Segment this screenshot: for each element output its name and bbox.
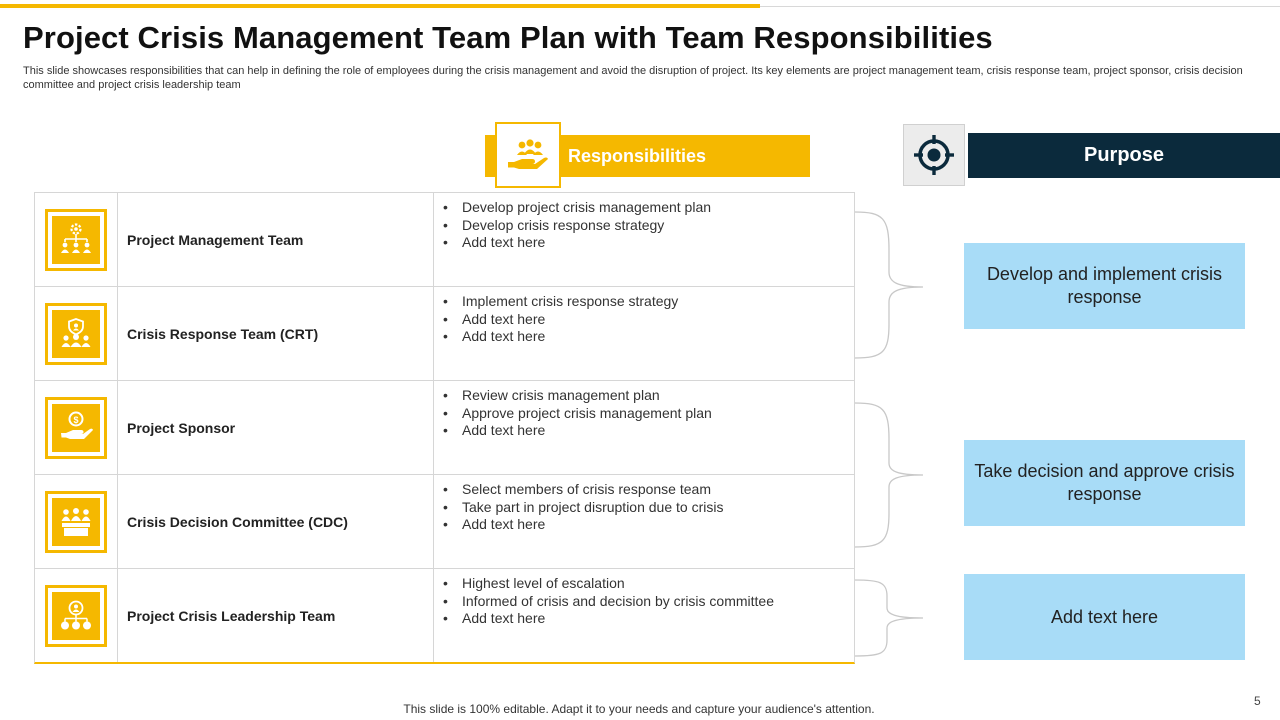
page-number: 5 xyxy=(1254,694,1261,708)
icon-tile xyxy=(52,216,100,264)
icon-frame xyxy=(45,585,107,647)
responsibility-item: • Add text here xyxy=(443,516,854,534)
responsibilities-cell xyxy=(434,475,854,568)
responsibility-item: • Implement crisis response strategy xyxy=(443,293,854,311)
responsibility-item: • Add text here xyxy=(443,328,854,346)
team-name: Project Crisis Leadership Team xyxy=(118,569,434,662)
responsibility-item: • Develop project crisis management plan xyxy=(443,199,854,217)
hand-people-icon xyxy=(506,138,550,172)
top-accent-bar xyxy=(0,4,760,8)
icon-frame xyxy=(45,303,107,365)
responsibility-item: • Review crisis management plan xyxy=(443,387,854,405)
row-icon-cell xyxy=(35,475,118,568)
table-row xyxy=(35,568,854,662)
responsibility-item: • Add text here xyxy=(443,311,854,329)
row-icon-cell xyxy=(35,193,118,286)
responsibility-item: • Select members of crisis response team xyxy=(443,481,854,499)
responsibility-item: • Add text here xyxy=(443,610,854,628)
responsibility-item: • Add text here xyxy=(443,234,854,252)
responsibility-item: • Take part in project disruption due to crisis xyxy=(443,499,854,517)
purpose-header: Purpose xyxy=(968,133,1280,178)
responsibilities-cell xyxy=(434,193,854,286)
curly-brace-connector xyxy=(853,401,928,549)
team-hierarchy-gear-icon xyxy=(58,222,94,258)
responsibility-item: • Develop crisis response strategy xyxy=(443,217,854,235)
responsibility-item: • Highest level of escalation xyxy=(443,575,854,593)
team-name: Project Management Team xyxy=(118,193,434,286)
purpose-box: Add text here xyxy=(964,574,1245,660)
responsibility-item: • Add text here xyxy=(443,422,854,440)
target-crosshair-icon xyxy=(913,134,955,176)
team-shield-icon xyxy=(58,316,94,352)
purpose-icon-box xyxy=(903,124,965,186)
team-name: Project Sponsor xyxy=(118,381,434,474)
top-divider xyxy=(760,6,1280,7)
slide-title: Project Crisis Management Team Plan with Team Responsibilities xyxy=(23,20,993,55)
team-name: Crisis Response Team (CRT) xyxy=(118,287,434,380)
responsibilities-icon-box xyxy=(495,122,561,188)
responsibilities-header-label: Responsibilities xyxy=(568,146,707,166)
team-responsibilities-table xyxy=(34,192,855,664)
leader-network-icon xyxy=(58,598,94,634)
icon-tile xyxy=(52,592,100,640)
icon-frame xyxy=(45,209,107,271)
table-row xyxy=(35,286,854,380)
icon-tile xyxy=(52,310,100,358)
curly-brace-connector xyxy=(853,578,928,658)
responsibilities-cell xyxy=(434,569,854,662)
responsibilities-cell xyxy=(434,287,854,380)
purpose-box: Develop and implement crisis response xyxy=(964,243,1245,329)
row-icon-cell xyxy=(35,569,118,662)
footer-note: This slide is 100% editable. Adapt it to your needs and capture your audience's attention. xyxy=(403,702,875,716)
curly-brace-connector xyxy=(853,210,928,360)
hand-coin-icon xyxy=(58,410,94,446)
icon-frame xyxy=(45,491,107,553)
table-row xyxy=(35,192,854,286)
committee-table-icon xyxy=(58,504,94,540)
slide-subtitle: This slide showcases responsibilities that can help in defining the role of employees during the crisis management and avoid the disruption of project. Its key elements are project management team, crisis response team, project sponsor, crisis decision committee and project crisis leadership team xyxy=(23,65,1243,91)
icon-frame xyxy=(45,397,107,459)
row-icon-cell xyxy=(35,287,118,380)
responsibility-item: • Informed of crisis and decision by crisis committee xyxy=(443,593,854,611)
responsibilities-cell xyxy=(434,381,854,474)
svg-text:$: $ xyxy=(73,414,79,425)
icon-tile xyxy=(52,404,100,452)
purpose-box: Take decision and approve crisis response xyxy=(964,440,1245,526)
responsibility-item: • Approve project crisis management plan xyxy=(443,405,854,423)
table-row xyxy=(35,380,854,474)
table-row xyxy=(35,474,854,568)
icon-tile xyxy=(52,498,100,546)
row-icon-cell xyxy=(35,381,118,474)
team-name: Crisis Decision Committee (CDC) xyxy=(118,475,434,568)
